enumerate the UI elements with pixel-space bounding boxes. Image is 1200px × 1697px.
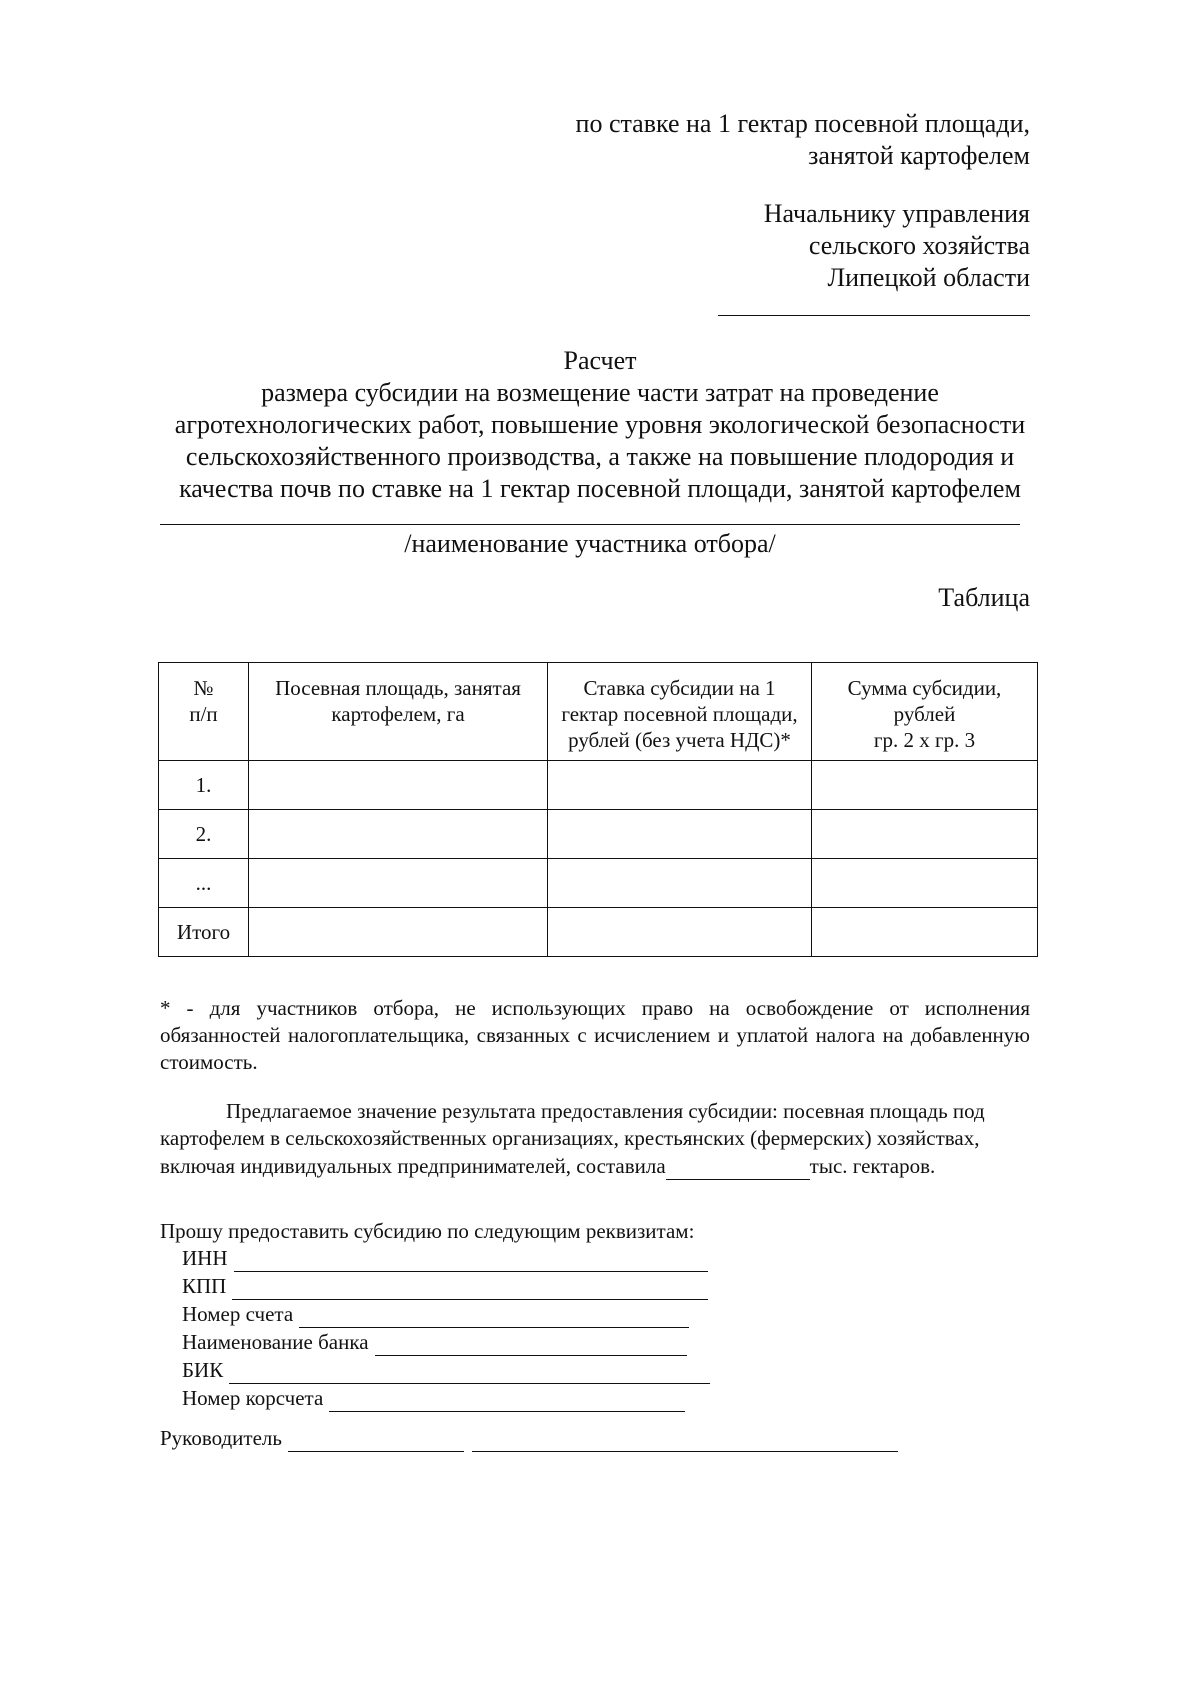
corr-account-label: Номер корсчета	[182, 1386, 324, 1410]
bank-label: Наименование банка	[182, 1330, 369, 1354]
header-text: гр. 2 х гр. 3	[873, 728, 976, 752]
addressee-line-2: сельского хозяйства	[808, 231, 1030, 260]
row-number: 1.	[159, 761, 249, 810]
rate-cell[interactable]	[548, 761, 812, 810]
reference-line-1: по ставке на 1 гектар посевной площади,	[575, 109, 1030, 138]
area-cell[interactable]	[249, 761, 548, 810]
title-line-1: размера субсидии на возмещение части затрат на проведение	[261, 378, 939, 407]
result-line-3-suffix: тыс. гектаров.	[809, 1154, 936, 1178]
amount-cell[interactable]	[812, 859, 1038, 908]
inn-row	[182, 1244, 742, 1272]
table-header-row	[159, 663, 1038, 761]
total-label: Итого	[159, 908, 249, 957]
header-text: рублей	[893, 702, 956, 726]
amount-cell[interactable]	[812, 908, 1038, 957]
reference-block	[560, 108, 1030, 172]
header-text: Сумма субсидии,	[847, 676, 1002, 700]
header-text: Ставка субсидии на 1	[583, 676, 776, 700]
bik-row	[182, 1356, 742, 1384]
participant-caption: /наименование участника отбора/	[404, 529, 776, 558]
result-line-1: Предлагаемое значение результата предоставления субсидии: посевная площадь под	[226, 1099, 985, 1123]
title-line-3: сельскохозяйственного производства, а также на повышение плодородия и	[185, 442, 1015, 471]
bik-field[interactable]	[229, 1363, 710, 1384]
header-text: картофелем, га	[331, 702, 465, 726]
signature-name-field[interactable]	[472, 1431, 898, 1452]
row-number: ...	[159, 859, 249, 908]
table-row-total	[159, 908, 1038, 957]
corr-account-row	[182, 1384, 742, 1412]
result-line-3-prefix: включая индивидуальных предпринимателей, составила	[160, 1154, 666, 1178]
title-heading: Расчет	[563, 346, 637, 375]
inn-field[interactable]	[234, 1251, 708, 1272]
account-row	[182, 1300, 742, 1328]
header-cell-amount	[812, 663, 1038, 761]
area-cell[interactable]	[249, 908, 548, 957]
amount-cell[interactable]	[812, 810, 1038, 859]
account-label: Номер счета	[182, 1302, 294, 1326]
reference-line-2: занятой картофелем	[808, 141, 1030, 170]
footnote: * - для участников отбора, не использующих право на освобождение от исполнения обязанностей налогоплательщика, связанных с исчислением и уплатой налога на добавленную стоимость.	[160, 996, 1030, 1074]
result-paragraph	[160, 1098, 1040, 1180]
kpp-label: КПП	[182, 1274, 227, 1298]
rate-cell[interactable]	[548, 908, 812, 957]
header-text: п/п	[189, 702, 218, 726]
corr-account-field[interactable]	[329, 1391, 685, 1412]
bik-label: БИК	[182, 1358, 224, 1382]
requisites-intro: Прошу предоставить субсидию по следующим реквизитам:	[160, 1219, 695, 1243]
table-row	[159, 810, 1038, 859]
participant-name-line[interactable]	[160, 524, 1020, 525]
header-cell-rate	[548, 663, 812, 761]
title-line-2: агротехнологических работ, повышение уровня экологической безопасности	[174, 410, 1026, 439]
result-line-3	[160, 1152, 1040, 1180]
table-row	[159, 761, 1038, 810]
result-line-2: картофелем в сельскохозяйственных организациях, крестьянских (фермерских) хозяйствах,	[160, 1126, 980, 1150]
area-cell[interactable]	[249, 810, 548, 859]
inn-label: ИНН	[182, 1246, 228, 1270]
row-number: 2.	[159, 810, 249, 859]
addressee-signature-line[interactable]	[718, 315, 1030, 316]
result-value-field[interactable]	[666, 1159, 810, 1180]
rate-cell[interactable]	[548, 810, 812, 859]
header-text: Посевная площадь, занятая	[275, 676, 521, 700]
header-cell-number	[159, 663, 249, 761]
bank-row	[182, 1328, 742, 1356]
kpp-row	[182, 1272, 742, 1300]
table-label: Таблица	[938, 583, 1030, 612]
header-cell-area	[249, 663, 548, 761]
account-field[interactable]	[299, 1307, 689, 1328]
subsidy-table	[158, 662, 1038, 957]
addressee-line-1: Начальнику управления	[763, 199, 1030, 228]
bank-field[interactable]	[375, 1335, 687, 1356]
table-row	[159, 859, 1038, 908]
area-cell[interactable]	[249, 859, 548, 908]
document-title	[100, 345, 1100, 505]
requisites-block	[182, 1244, 742, 1412]
header-text: №	[193, 676, 214, 700]
kpp-field[interactable]	[232, 1279, 708, 1300]
amount-cell[interactable]	[812, 761, 1038, 810]
addressee-block	[560, 198, 1030, 294]
rate-cell[interactable]	[548, 859, 812, 908]
signature-row	[160, 1424, 920, 1452]
header-text: гектар посевной площади,	[561, 702, 798, 726]
header-text: рублей (без учета НДС)*	[568, 728, 791, 752]
head-label: Руководитель	[160, 1426, 282, 1450]
signature-field[interactable]	[288, 1431, 464, 1452]
addressee-line-3: Липецкой области	[827, 263, 1030, 292]
title-line-4: качества почв по ставке на 1 гектар посевной площади, занятой картофелем	[179, 474, 1021, 503]
